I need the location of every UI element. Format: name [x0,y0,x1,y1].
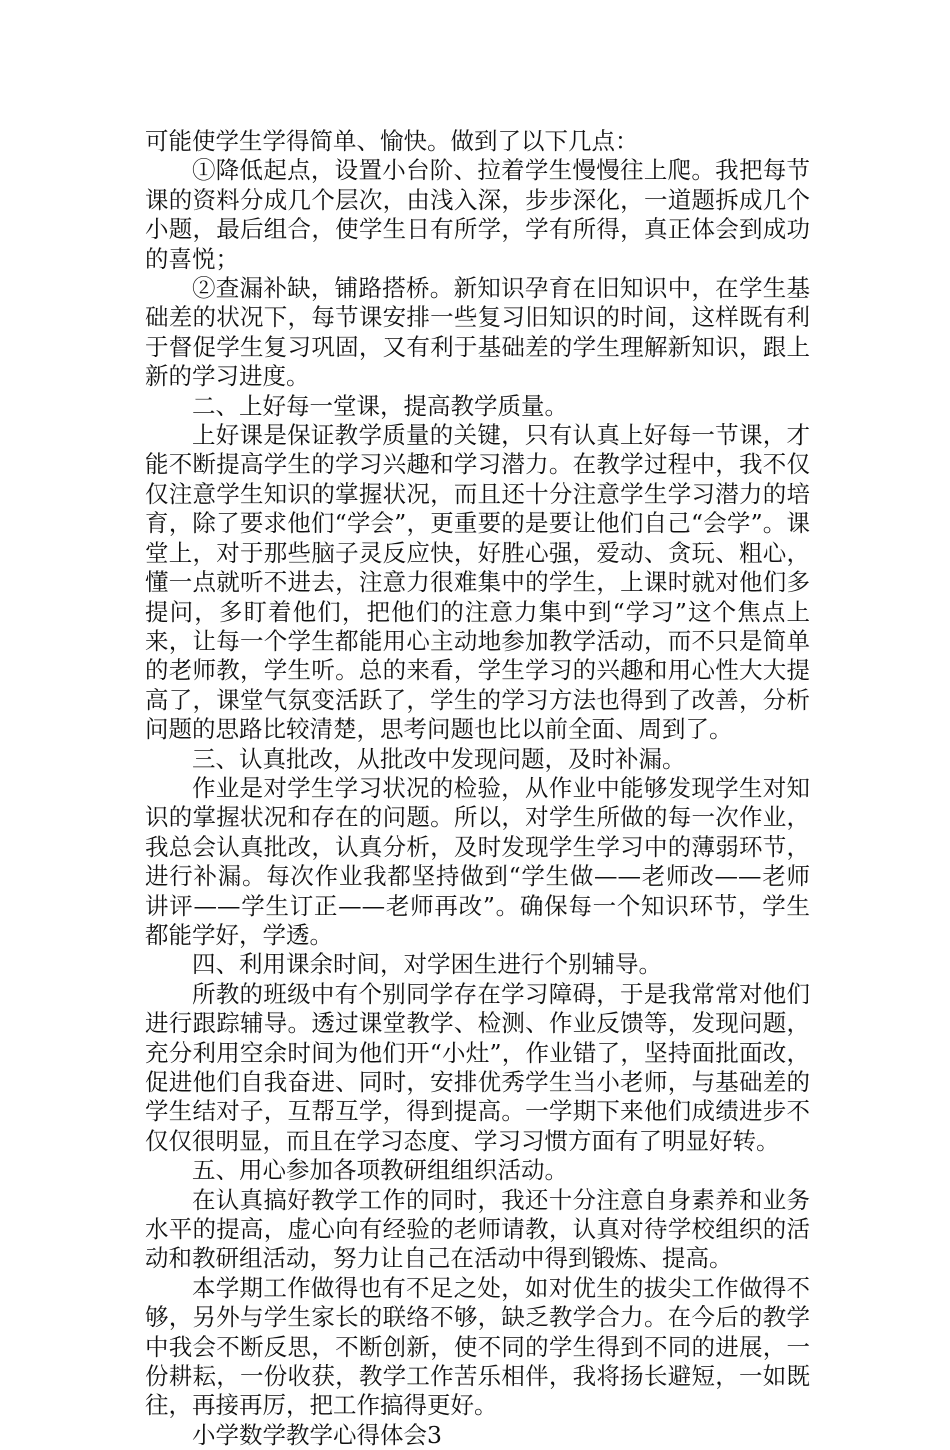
paragraph-section-2-body: 上好课是保证教学质量的关键，只有认真上好每一节课，才能不断提高学生的学习兴趣和学习潜力。在教学过程中，我不仅仅注意学生知识的掌握状况，而且还十分注意学生学习潜力的培育，除了要求他们“学会”，更重要的是要让他们自己“会学”。课堂上，对于那些脑子灵反应快，好胜心强，爱动、贪玩、粗心，懂一点就听不进去，注意力很难集中的学生，上课时就对他们多提问，多盯着他们，把他们的注意力集中到“学习”这个焦点上来，让每一个学生都能用心主动地参加教学活动，而不只是简单的老师教，学生听。总的来看，学生学习的兴趣和用心性大大提高了，课堂气氛变活跃了，学生的学习方法也得到了改善，分析问题的思路比较清楚，思考问题也比以前全面、周到了。 [145,421,810,744]
section-heading-5: 五、用心参加各项教研组组织活动。 [192,1156,568,1185]
section-heading-2: 二、上好每一堂课，提高教学质量。 [192,391,568,420]
section-heading-3: 三、认真批改，从批改中发现问题，及时补漏。 [192,744,686,773]
paragraph-point-1: ①降低起点，设置小台阶、拉着学生慢慢往上爬。我把每节课的资料分成几个层次，由浅入深，步步深化，一道题拆成几个小题，最后组合，使学生日有所学，学有所得，真正体会到成功的喜悦； [145,156,810,273]
next-article-title: 小学数学教学心得体会3 [192,1420,442,1449]
document-page [145,127,810,1450]
paragraph-section-4-body: 所教的班级中有个别同学存在学习障碍，于是我常常对他们进行跟踪辅导。透过课堂教学、检测、作业反馈等，发现问题，充分利用空余时间为他们开“小灶”，作业错了，坚持面批面改，促进他们自我奋进、同时，安排优秀学生当小老师，与基础差的学生结对子，互帮互学，得到提高。一学期下来他们成绩进步不仅仅很明显，而且在学习态度、学习习惯方面有了明显好转。 [145,979,810,1155]
paragraph-reflection: 本学期工作做得也有不足之处，如对优生的拔尖工作做得不够，另外与学生家长的联络不够，缺乏教学合力。在今后的教学中我会不断反思，不断创新，使不同的学生得到不同的进展，一份耕耘，一份收获，教学工作苦乐相伴，我将扬长避短，一如既往，再接再厉，把工作搞得更好。 [145,1273,810,1420]
paragraph-section-3-body: 作业是对学生学习状况的检验，从作业中能够发现学生对知识的掌握状况和存在的问题。所以，对学生所做的每一次作业，我总会认真批改，认真分析，及时发现学生学习中的薄弱环节，进行补漏。每次作业我都坚持做到“学生做——老师改——老师讲评——学生订正——老师再改”。确保每一个知识环节，学生都能学好，学透。 [145,773,810,949]
paragraph-intro-continuation: 可能使学生学得简单、愉快。做到了以下几点： [145,127,639,155]
section-heading-4: 四、利用课余时间，对学困生进行个别辅导。 [192,950,662,979]
paragraph-point-2: ②查漏补缺，铺路搭桥。新知识孕育在旧知识中，在学生基础差的状况下，每节课安排一些复习旧知识的时间，这样既有利于督促学生复习巩固，又有利于基础差的学生理解新知识，跟上新的学习进度。 [145,274,810,391]
paragraph-section-5-body: 在认真搞好教学工作的同时，我还十分注意自身素养和业务水平的提高，虚心向有经验的老师请教，认真对待学校组织的活动和教研组活动，努力让自己在活动中得到锻炼、提高。 [145,1185,810,1273]
